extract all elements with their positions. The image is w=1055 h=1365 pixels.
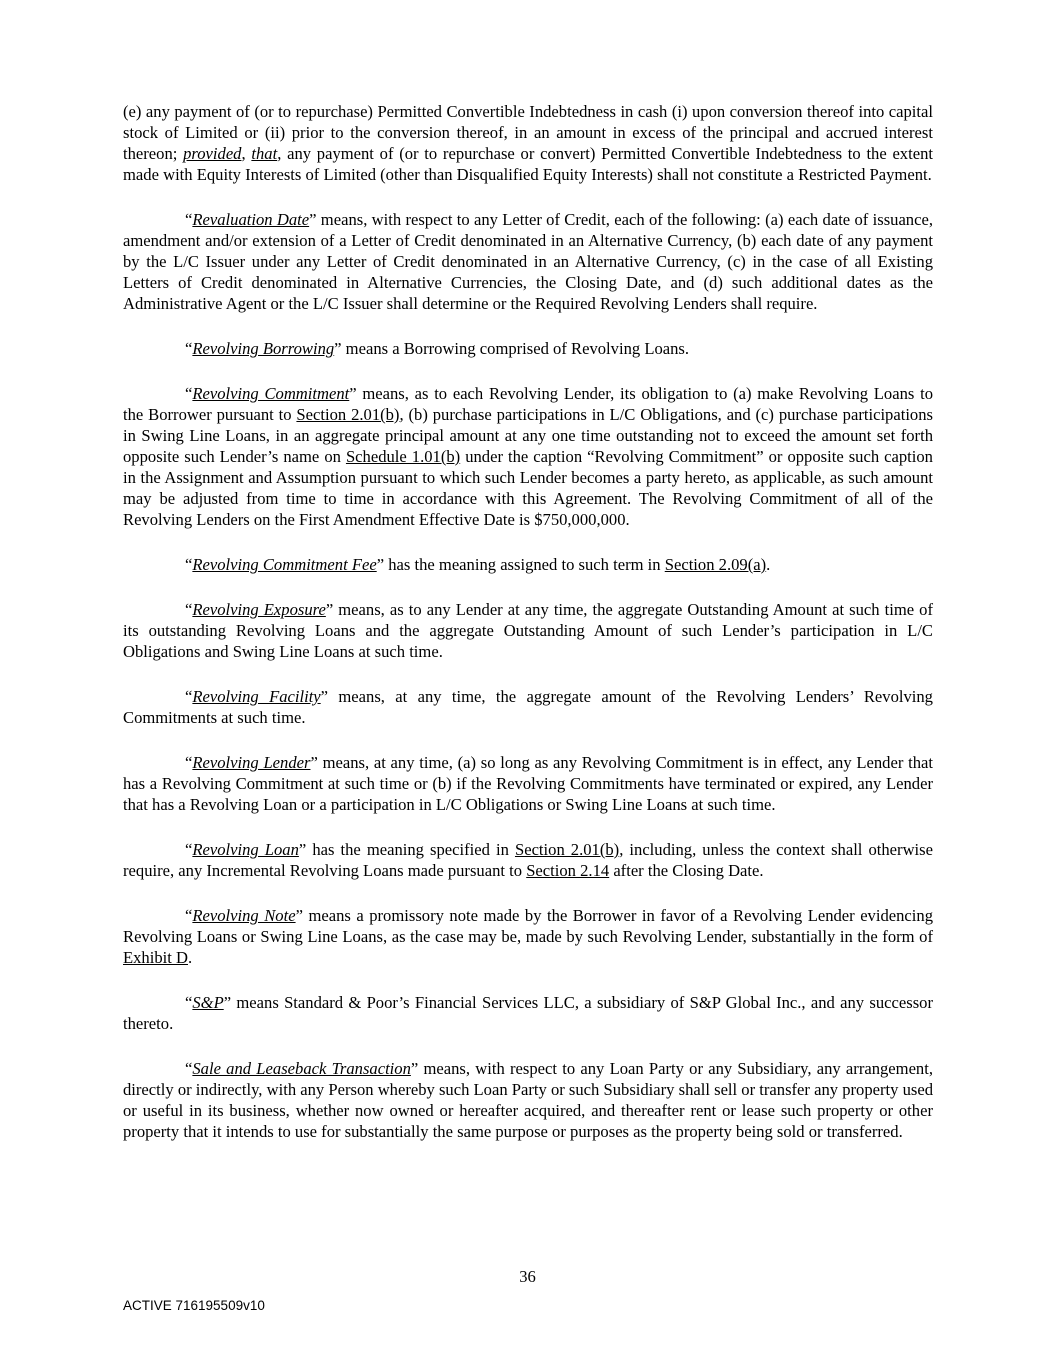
text-run: “ bbox=[185, 840, 193, 859]
paragraph bbox=[123, 839, 933, 881]
paragraph bbox=[123, 752, 933, 815]
defined-term: Revolving Commitment bbox=[192, 384, 350, 403]
text-run: “ bbox=[185, 906, 193, 925]
text-run: “ bbox=[185, 384, 193, 403]
paragraph bbox=[123, 101, 933, 185]
cross-reference: Exhibit D bbox=[123, 948, 188, 967]
defined-term: Revaluation Date bbox=[192, 210, 310, 229]
text-run: ” means, with respect to any Letter of Credit, each of the following: (a) each date of issuance, amendment and/or extension of a Letter of Credit denominated in an Alternative Currency, (b) each date of any payment by the L/C Issuer under any Letter of Credit denominated in an Alternative Currency, (c) in the case of all Existing Letters of Credit denominated in Alternative Currencies, the Closing Date, and (d) such additional dates as the Administrative Agent or the L/C Issuer shall determine or the Required Revolving Lenders shall require. bbox=[123, 210, 933, 313]
page-number: 36 bbox=[519, 1267, 536, 1286]
defined-term: Revolving Loan bbox=[192, 840, 299, 859]
document-id: ACTIVE 716195509v10 bbox=[123, 1298, 265, 1313]
paragraph bbox=[123, 905, 933, 968]
defined-term: Revolving Exposure bbox=[192, 600, 326, 619]
paragraph bbox=[123, 1058, 933, 1142]
text-run: “ bbox=[185, 1059, 193, 1078]
text-run: ” means, as to any Lender at any time, the aggregate Outstanding Amount at such time of its outstanding Revolving Loans and the aggregate Outstanding Amount of such Lender’s participation in L/C Obligations and Swing Line Loans at such time. bbox=[123, 600, 933, 661]
defined-term: Revolving Commitment Fee bbox=[192, 555, 377, 574]
text-run: , including, unless the context shall otherwise require, any Incremental Revolving Loans made pursuant to bbox=[123, 840, 933, 880]
defined-term: Revolving Borrowing bbox=[192, 339, 335, 358]
text-run: ” means, at any time, the aggregate amount of the Revolving Lenders’ Revolving Commitments at such time. bbox=[123, 687, 933, 727]
text-run: ” has the meaning specified in bbox=[298, 840, 515, 859]
defined-term: that bbox=[251, 144, 278, 163]
defined-term: provided bbox=[183, 144, 242, 163]
cross-reference: Section 2.14 bbox=[526, 861, 610, 880]
text-run: (e) any payment of (or to repurchase) Permitted Convertible Indebtedness in cash (i) upon conversion thereof into capital stock of Limited or (ii) prior to the conversion thereof, in an amount in excess of the principal and accrued interest thereon; bbox=[123, 102, 933, 163]
defined-term: Revolving Facility bbox=[192, 687, 321, 706]
document-body bbox=[123, 101, 933, 1166]
paragraph bbox=[123, 209, 933, 314]
cross-reference: Section 2.01(b) bbox=[296, 405, 400, 424]
text-run: “ bbox=[185, 210, 193, 229]
paragraph bbox=[123, 992, 933, 1034]
paragraph bbox=[123, 383, 933, 530]
defined-term: Revolving Lender bbox=[192, 753, 311, 772]
text-run: “ bbox=[185, 555, 193, 574]
text-run: “ bbox=[185, 339, 193, 358]
text-run: , any payment of (or to repurchase or convert) Permitted Convertible Indebtedness to the extent made with Equity Interests of Limited (other than Disqualified Equity Interests) shall not constitute a Restricted Payment. bbox=[123, 144, 933, 184]
defined-term: Sale and Leaseback Transaction bbox=[192, 1059, 411, 1078]
text-run: ” means a promissory note made by the Borrower in favor of a Revolving Lender evidencing Revolving Loans or Swing Line Loans, as the case may be, made by such Revolving Lender, substantially in the form of bbox=[123, 906, 933, 946]
text-run: ” has the meaning assigned to such term in bbox=[376, 555, 665, 574]
text-run: “ bbox=[185, 993, 193, 1012]
cross-reference: Section 2.09(a) bbox=[664, 555, 767, 574]
defined-term: Revolving Note bbox=[192, 906, 296, 925]
paragraph bbox=[123, 554, 933, 575]
text-run: “ bbox=[185, 600, 193, 619]
defined-term: S&P bbox=[192, 993, 224, 1012]
paragraph bbox=[123, 686, 933, 728]
cross-reference: Schedule 1.01(b) bbox=[345, 447, 461, 466]
text-run: ” means, with respect to any Loan Party or any Subsidiary, any arrangement, directly or indirectly, with any Person whereby such Loan Party or such Subsidiary shall sell or transfer any property used or useful in its business, whether now owned or hereafter acquired, and thereafter rent or lease such property or other property that it intends to use for substantially the same purpose or purposes as the property being sold or transferred. bbox=[123, 1059, 933, 1141]
paragraph bbox=[123, 338, 933, 359]
text-run: . bbox=[766, 555, 771, 574]
text-run: , bbox=[241, 144, 252, 163]
text-run: . bbox=[188, 948, 193, 967]
cross-reference: Section 2.01(b) bbox=[514, 840, 620, 859]
text-run: “ bbox=[185, 687, 193, 706]
text-run: under the caption “Revolving Commitment” or opposite such caption in the Assignment and Assumption pursuant to which such Lender becomes a party hereto, as applicable, as such amount may be adjusted from time to time in accordance with this Agreement. The Revolving Commitment of all of the Revolving Lenders on the First Amendment Effective Date is $750,000,000. bbox=[123, 447, 933, 529]
text-run: ” means, as to each Revolving Lender, its obligation to (a) make Revolving Loans to the Borrower pursuant to bbox=[123, 384, 933, 424]
text-run: , (b) purchase participations in L/C Obligations, and (c) purchase participations in Swing Line Loans, in an aggregate principal amount at any one time outstanding not to exceed the amount set forth opposite such Lender’s name on bbox=[123, 405, 933, 466]
text-run: ” means, at any time, (a) so long as any Revolving Commitment is in effect, any Lender that has a Revolving Commitment at such time or (b) if the Revolving Commitments have terminated or expired, any Lender that has a Revolving Loan or a participation in L/C Obligations or Swing Line Loans at such time. bbox=[123, 753, 933, 814]
paragraph bbox=[123, 599, 933, 662]
text-run: “ bbox=[185, 753, 193, 772]
text-run: ” means a Borrowing comprised of Revolving Loans. bbox=[334, 339, 690, 358]
text-run: ” means Standard & Poor’s Financial Services LLC, a subsidiary of S&P Global Inc., and any successor thereto. bbox=[123, 993, 933, 1033]
text-run: after the Closing Date. bbox=[609, 861, 764, 880]
